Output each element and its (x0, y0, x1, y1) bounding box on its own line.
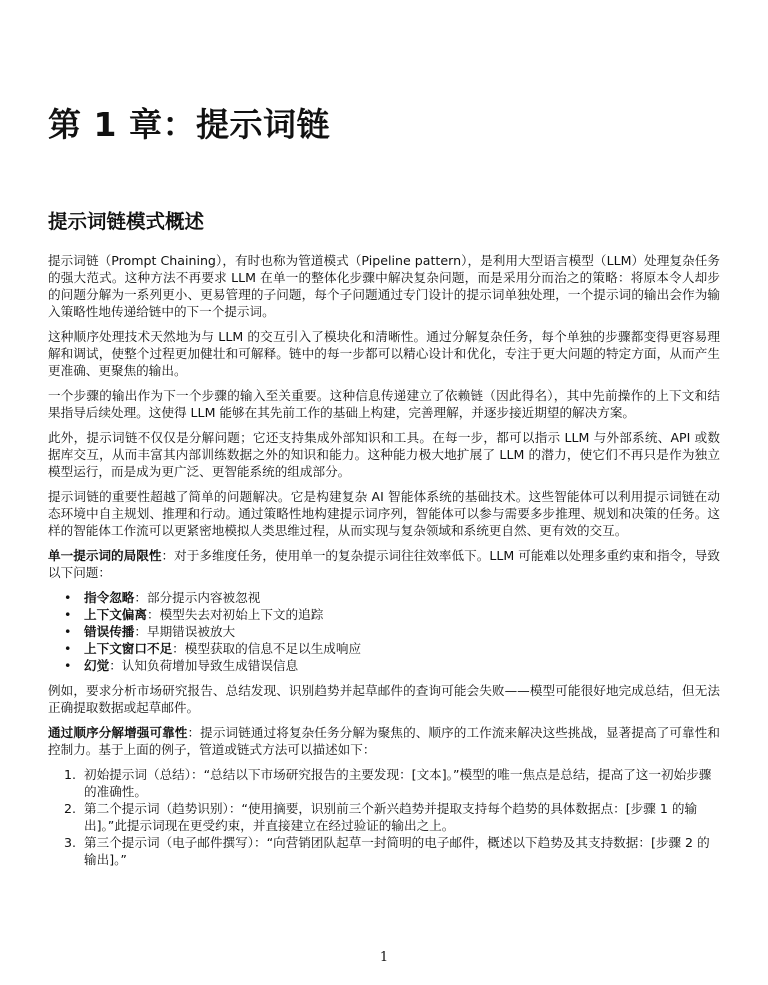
list-item (48, 640, 720, 657)
list-item-term: 幻觉 (84, 658, 110, 673)
paragraph-intro: 提示词链（Prompt Chaining），有时也称为管道模式（Pipeline pattern），是利用大型语言模型（LLM）处理复杂任务的强大范式。这种方法不再要求 LLM 在单一的整体化步骤中解决复杂问题，而是采用分而治之的策略：将原本令人却步的问题分解为一系列更小、更易管理的子问题，每个子问题通过专门设计的提示词单独处理，一个提示词的输出会作为输入策略性地传递给链中的下一个提示词。 (48, 253, 720, 319)
document-body (48, 252, 720, 876)
step-text: 第三个提示词（电子邮件撰写）：“向营销团队起草一封简明的电子邮件，概述以下趋势及其支持数据：[步骤 2 的输出]。” (84, 835, 710, 867)
list-item (48, 766, 720, 800)
page-number: 1 (379, 950, 389, 965)
list-item-desc: ：认知负荷增加导致生成错误信息 (109, 658, 299, 673)
paragraph-external-tools: 此外，提示词链不仅仅是分解问题；它还支持集成外部知识和工具。在每一步，都可以指示 LLM 与外部系统、API 或数据库交互，从而丰富其内部训练数据之外的知识和能力。这种能力极大地扩展了 LLM 的潜力，使它们不再只是作为独立模型运行，而是成为更广泛、更智能系统的组成部分。 (48, 430, 720, 479)
paragraph-limitations (48, 547, 720, 581)
list-item (48, 623, 720, 640)
section-title: 提示词链模式概述 (48, 210, 205, 233)
enhancement-lead: 通过顺序分解增强可靠性 (48, 725, 188, 740)
list-item-term: 指令忽略 (84, 590, 135, 605)
steps-list (48, 766, 720, 868)
list-item (48, 606, 720, 623)
paragraph-example: 例如，要求分析市场研究报告、总结发现、识别趋势并起草邮件的查询可能会失败——模型可能很好地完成总结，但无法正确提取数据或起草邮件。 (48, 683, 720, 715)
list-item-term: 上下文偏离 (84, 607, 147, 622)
list-item (48, 589, 720, 606)
limitations-lead: 单一提示词的局限性 (48, 548, 162, 563)
list-item-desc: ：模型失去对初始上下文的追踪 (146, 607, 324, 622)
step-number: 1. (64, 767, 77, 782)
list-item-desc: ：部分提示内容被忽视 (134, 590, 261, 605)
step-number: 2. (64, 801, 77, 816)
list-item-desc: ：模型获取的信息不足以生成响应 (172, 641, 362, 656)
paragraph-dependency: 一个步骤的输出作为下一个步骤的输入至关重要。这种信息传递建立了依赖链（因此得名），其中先前操作的上下文和结果指导后续处理。这使得 LLM 能够在其先前工作的基础上构建，完善理解，并逐步接近期望的解决方案。 (48, 388, 720, 420)
step-text: 第二个提示词（趋势识别）：“使用摘要，识别前三个新兴趋势并提取支持每个趋势的具体数据点：[步骤 1 的输出]。”此提示词现在更受约束，并直接建立在经过验证的输出之上。 (84, 801, 698, 833)
paragraph-modularity: 这种顺序处理技术天然地为与 LLM 的交互引入了模块化和清晰性。通过分解复杂任务，每个单独的步骤都变得更容易理解和调试，使整个过程更加健壮和可解释。链中的每一步都可以精心设计和优化，专注于更大问题的特定方面，从而产生更准确、更聚焦的输出。 (48, 329, 720, 378)
list-item (48, 800, 720, 834)
chapter-title: 第 1 章：提示词链 (48, 105, 330, 144)
list-item (48, 834, 720, 868)
limitations-text: ：对于多维度任务，使用单一的复杂提示词往往效率低下。LLM 可能难以处理多重约束和指令，导致以下问题： (48, 548, 721, 580)
enhancement-text: ：提示词链通过将复杂任务分解为聚焦的、顺序的工作流来解决这些挑战，显著提高了可靠性和控制力。基于上面的例子，管道或链式方法可以描述如下： (48, 725, 721, 757)
list-item-term: 错误传播 (84, 624, 135, 639)
paragraph-agents: 提示词链的重要性超越了简单的问题解决。它是构建复杂 AI 智能体系统的基础技术。这些智能体可以利用提示词链在动态环境中自主规划、推理和行动。通过策略性地构建提示词序列，智能体可以参与需要多步推理、规划和决策的任务。这样的智能体工作流可以更紧密地模拟人类思维过程，从而实现与复杂领域和系统更自然、更有效的交互。 (48, 489, 720, 538)
limitations-list (48, 589, 720, 674)
step-number: 3. (64, 835, 77, 850)
list-item-desc: ：早期错误被放大 (134, 624, 236, 639)
step-text: 初始提示词（总结）：“总结以下市场研究报告的主要发现：[文本]。”模型的唯一焦点是总结，提高了这一初始步骤的准确性。 (84, 767, 712, 799)
list-item (48, 657, 720, 674)
paragraph-enhancement (48, 724, 720, 758)
list-item-term: 上下文窗口不足 (84, 641, 173, 656)
